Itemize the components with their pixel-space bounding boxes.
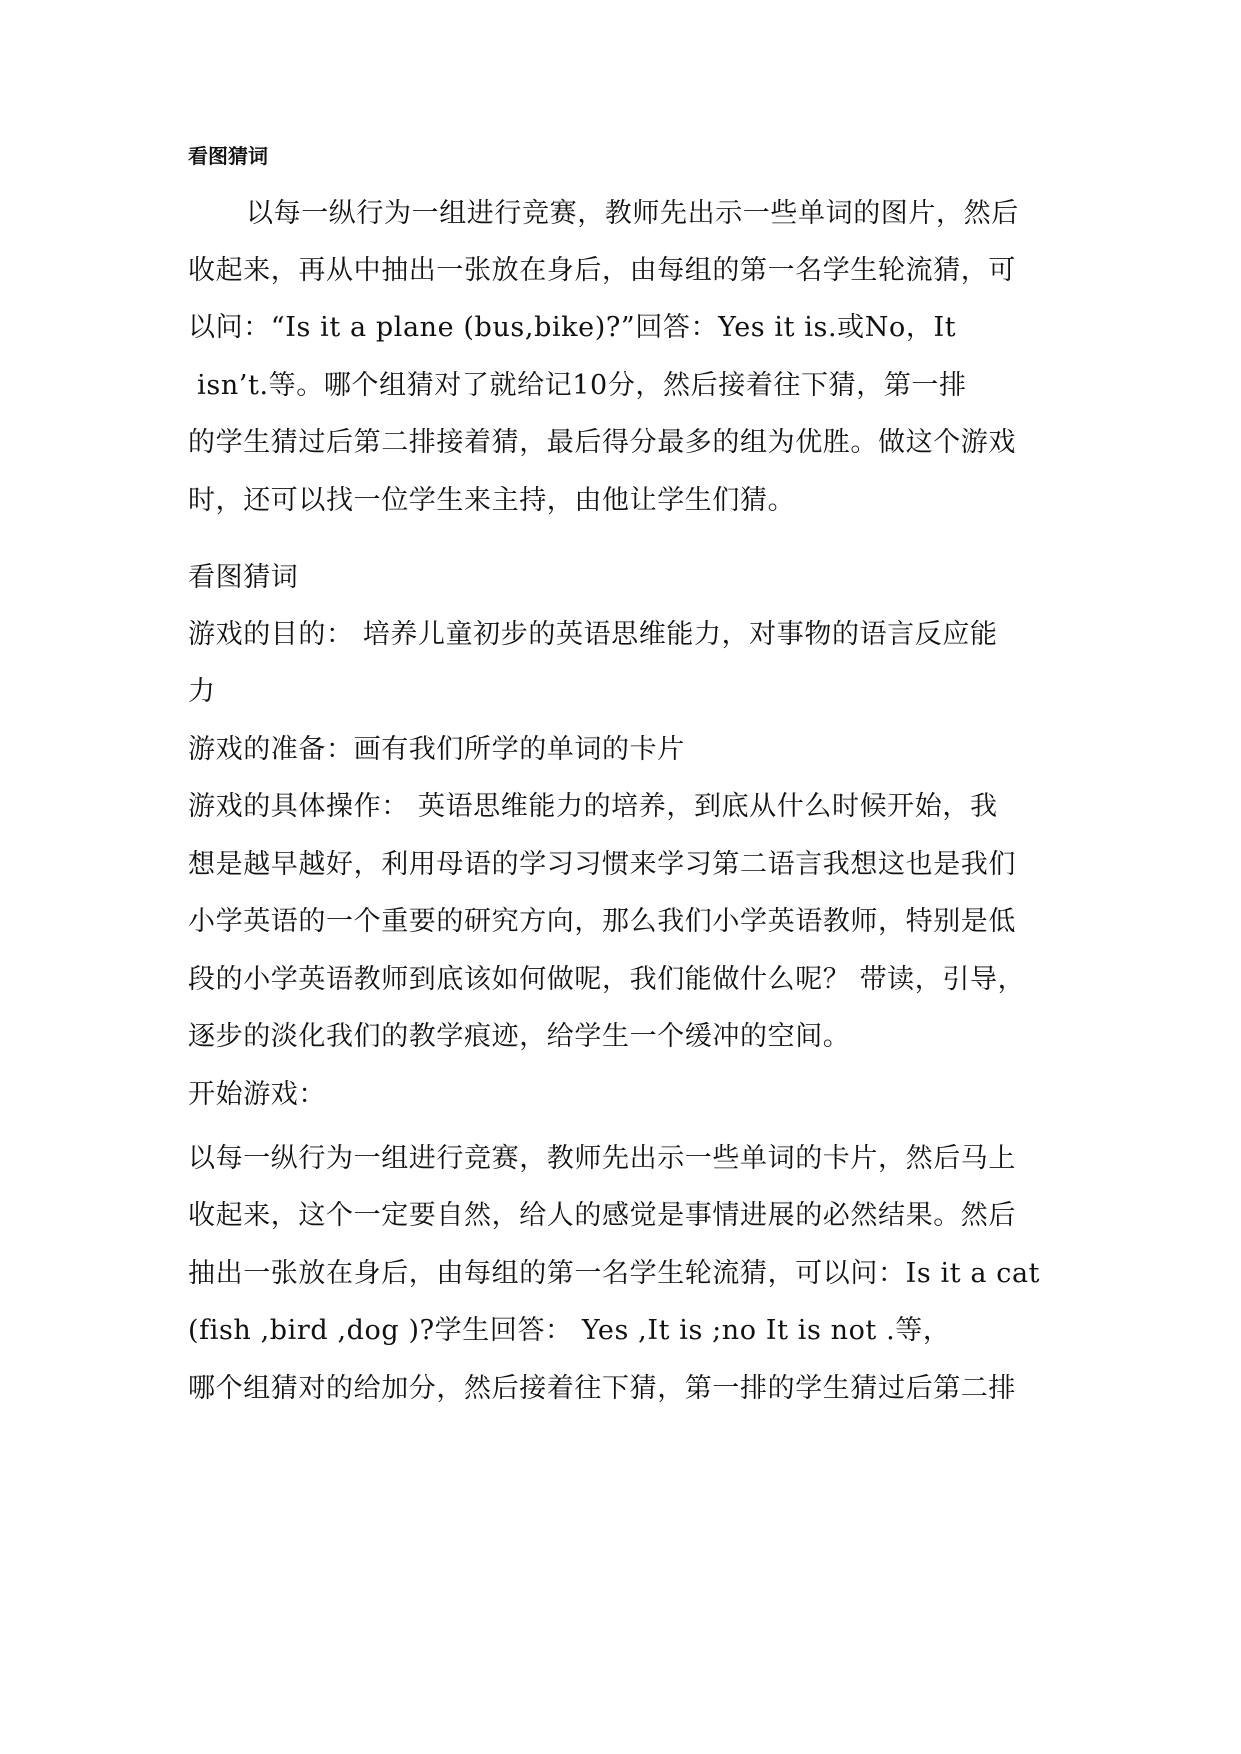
paragraph-line: isn’t.等。哪个组猜对了就给记10分，然后接着往下猜，第一排	[188, 370, 967, 401]
operation-line: 小学英语的一个重要的研究方向，那么我们小学英语教师，特别是低	[188, 906, 1016, 937]
start-line: 收起来，这个一定要自然，给人的感觉是事情进展的必然结果。然后	[188, 1200, 1016, 1231]
paragraph-line: 收起来，再从中抽出一张放在身后，由每组的第一名学生轮流猜，可	[188, 255, 1016, 286]
start-line: (fish ,bird ,dog )?学生回答： Yes ,It is ;no It is not .等，	[188, 1315, 951, 1346]
start-line: 抽出一张放在身后，由每组的第一名学生轮流猜，可以问：Is it a cat	[188, 1258, 1041, 1289]
paragraph-line: 以每一纵行为一组进行竞赛，教师先出示一些单词的图片，然后	[246, 198, 1019, 229]
operation-line: 游戏的具体操作： 英语思维能力的培养，到底从什么时候开始，我	[188, 791, 998, 822]
start-heading: 开始游戏：	[188, 1079, 326, 1110]
purpose-line: 游戏的目的： 培养儿童初步的英语思维能力，对事物的语言反应能	[188, 619, 998, 650]
paragraph-line: 的学生猜过后第二排接着猜，最后得分最多的组为优胜。做这个游戏	[188, 427, 1016, 458]
section-title-1: 看图猜词	[188, 144, 268, 168]
preparation-line: 游戏的准备：画有我们所学的单词的卡片	[188, 734, 685, 765]
operation-line: 逐步的淡化我们的教学痕迹，给学生一个缓冲的空间。	[188, 1021, 851, 1052]
operation-line: 段的小学英语教师到底该如何做呢，我们能做什么呢？ 带读，引导，	[188, 964, 1026, 995]
paragraph-line: 时，还可以找一位学生来主持，由他让学生们猜。	[188, 485, 796, 516]
purpose-line: 力	[188, 676, 216, 707]
paragraph-line: 以问：“Is it a plane (bus,bike)?”回答：Yes it is.或No，It	[188, 312, 957, 343]
section-title-2: 看图猜词	[188, 562, 299, 593]
start-line: 以每一纵行为一组进行竞赛，教师先出示一些单词的卡片，然后马上	[188, 1143, 1016, 1174]
operation-line: 想是越早越好，利用母语的学习习惯来学习第二语言我想这也是我们	[188, 849, 1016, 880]
start-line: 哪个组猜对的给加分，然后接着往下猜，第一排的学生猜过后第二排	[188, 1373, 1016, 1404]
